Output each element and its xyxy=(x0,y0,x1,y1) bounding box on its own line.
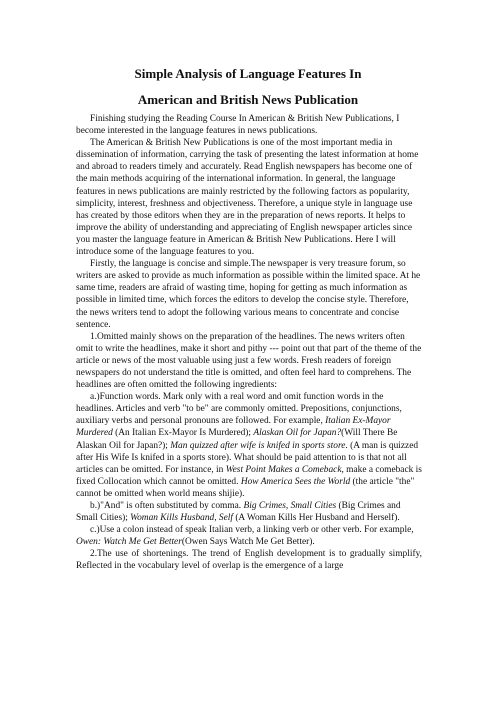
example-headline: Alaskan Oil for Japan? xyxy=(253,428,342,439)
paragraph-media: The American & British New Publications is one of the most important media in dissemination of information, carrying the task of presenting the latest information at home and abroad to readers timely and accurately. Read English newspapers has become one of the main methods acquiring of the international information. In general, the language features in news publications are mainly restricted by the following factors as popularity, simplicity, interest, freshness and objectiveness. Therefore, a unique style in language use has created by those editors when they are in the preparation of news reports. It helps to improve the ability of understanding and appreciating of English newspaper articles since you master the language feature in American & British New Publications. Here I will introduce some of the language features to you. xyxy=(76,138,419,258)
example-headline: Man quizzed after wife is knifed in sports store xyxy=(170,440,346,451)
example-headline: Italian Ex-Mayor Murdered xyxy=(76,416,391,439)
paragraph-intro: Finishing studying the Reading Course In American & British New Publications, I become interested in the language features in news publications. xyxy=(76,114,400,137)
example-headline: West Point Makes a Comeback xyxy=(225,464,342,475)
paragraph-colon: c.)Use a colon instead of speak Italian verb, a linking verb or other verb. For example, Owen: Watch Me Get Better(Owen Says Watch Me Get Better). xyxy=(76,525,414,548)
example-headline: How America Sees the World xyxy=(240,476,351,487)
paragraph-shortenings: 2.The use of shortenings. The trend of English development is to gradually simplify, Reflected in the vocabulary level of overlap is the emergence of a large xyxy=(76,549,422,572)
paragraph-comma: b.)"And" is often substituted by comma. Big Crimes, Small Cities (Big Crimes and Small Cities); Woman Kills Husband, Self (A Woman Kills Her Husband and Herself). xyxy=(76,501,401,524)
title-line-1: Simple Analysis of Language Features In xyxy=(134,66,362,81)
paragraph-concise: Firstly, the language is concise and simple.The newspaper is very treasure forum, so writers are asked to provide as much information as possible within the limited space. At he same time, readers are afraid of wasting time, hoping for getting as much information as possible in limited time, which forces the editors to develop the concise style. Therefore, the news writers tend to adopt the following various means to concentrate and concise sentence. xyxy=(76,259,421,330)
example-headline: Owen: Watch Me Get Better xyxy=(76,537,182,548)
article-body xyxy=(76,113,422,573)
paragraph-function-words: a.)Function words. Mark only with a real word and omit function words in the headlines. Articles and verb "to be" are commonly omitted. Prepositions, conjunctions, auxiliary verbs and personal pronouns are followed. For example, Italian Ex-Mayor Murdered (An Italian Ex-Mayor Is Murdered); Alaskan Oil for Japan?(Will There Be Alaskan Oil for Japan?); Man quizzed after wife is knifed in sports store. (A man is quizzed after His Wife Is knifed in a sports store). What should be paid attention to is that not all articles can be omitted. For instance, in West Point Makes a Comeback, make a comeback is fixed Collocation which cannot be omitted. How America Sees the World (the article "the" cannot be omitted when world means shijie). xyxy=(76,392,422,499)
paragraph-omitted: 1.Omitted mainly shows on the preparation of the headlines. The news writers often omit to write the headlines, make it short and pithy --- point out that part of the theme of the article or news of the most valuable using just a few words. Fresh readers of foreign newspapers do not understand the title is omitted, and often feel hard to comprehens. The headlines are often omitted the following ingredients: xyxy=(76,331,422,391)
title-line-2: American and British News Publication xyxy=(137,92,359,107)
example-headline: Woman Kills Husband, Self xyxy=(130,513,233,524)
example-headline: Big Crimes, Small Cities xyxy=(243,501,337,511)
